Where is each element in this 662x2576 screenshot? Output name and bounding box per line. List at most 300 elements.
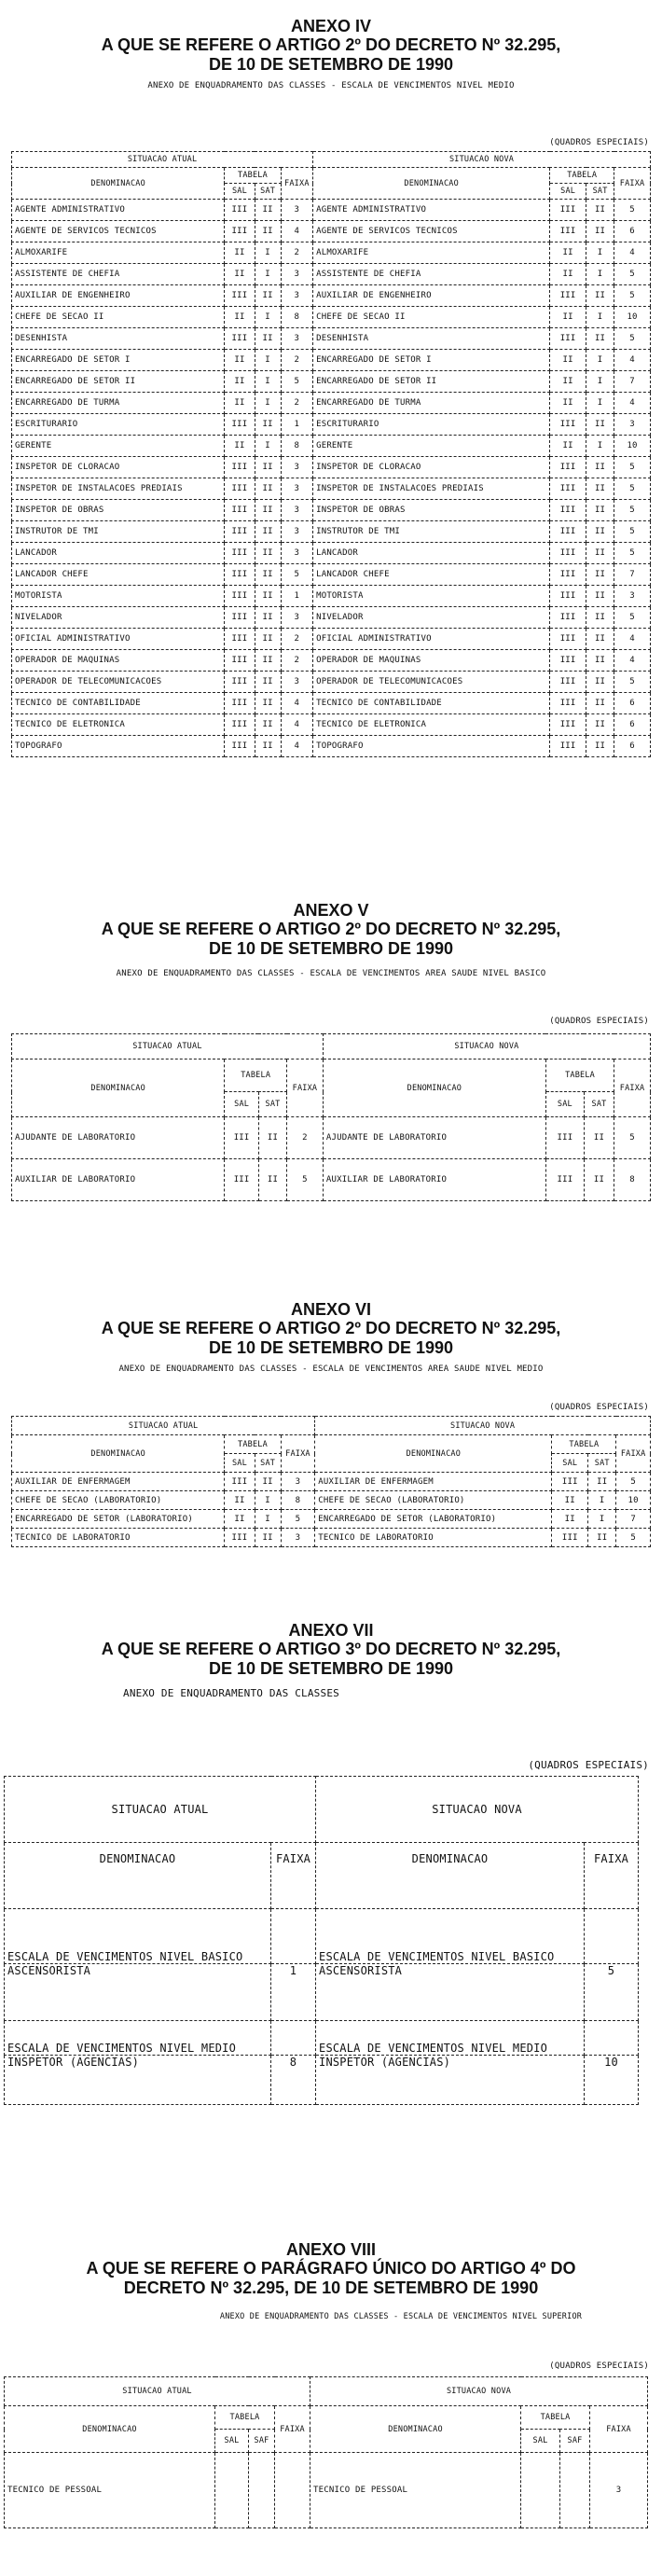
faixa-atual: 8: [281, 1491, 315, 1510]
table-row: [12, 200, 651, 221]
cargo-atual: INSTRUTOR DE TMI: [12, 521, 225, 543]
anexo-vii-subtitle-1: A QUE SE REFERE O ARTIGO 3º DO DECRETO Nº 32.295,: [101, 1640, 561, 1658]
tabela-sal-nova: III: [550, 693, 586, 714]
header-faixa: FAIXA: [271, 1843, 316, 1909]
cargo-novo: TECNICO DE CONTABILIDADE: [313, 693, 550, 714]
cargo-novo: INSPETOR DE OBRAS: [313, 500, 550, 521]
table-row: [12, 1159, 651, 1201]
header-faixa: FAIXA: [614, 168, 651, 200]
tabela-sal-nova: III: [550, 543, 586, 564]
tabela-sal-nova: III: [550, 736, 586, 757]
cargo-atual: ESCRITURARIO: [12, 414, 225, 436]
header-situacao-nova: SITUACAO NOVA: [323, 1034, 650, 1059]
tabela-sat-nova: II: [586, 586, 614, 607]
faixa-atual: 4: [281, 736, 312, 757]
tabela-sal-nova: III: [550, 328, 586, 350]
header-faixa: FAIXA: [275, 2406, 310, 2453]
anexo-viii-subtitle-2: DECRETO Nº 32.295, DE 10 DE SETEMBRO DE 1990: [123, 2278, 539, 2297]
tabela-sat-nova: I: [588, 1491, 616, 1510]
tabela-sal-atual: III: [225, 414, 255, 436]
tabela-sal-nova: II: [552, 1491, 588, 1510]
cargo-novo: CHEFE DE SECAO II: [313, 307, 550, 328]
cargo-novo: INSPETOR DE CLORACAO: [313, 457, 550, 478]
tabela-sat-atual: I: [255, 242, 281, 264]
anexo-vi-tag: (QUADROS ESPECIAIS): [549, 1403, 649, 1412]
tabela-sat-atual: I: [255, 307, 281, 328]
table-row: [12, 371, 651, 393]
tabela-sat-nova: II: [586, 414, 614, 436]
tabela-sal-atual: III: [225, 457, 255, 478]
tabela-sal-nova: III: [550, 586, 586, 607]
cargo-atual: INSPETOR DE CLORACAO: [12, 457, 225, 478]
header-tabela: TABELA: [225, 1059, 287, 1092]
faixa-atual: 4: [281, 221, 312, 242]
tabela-sal-nova: III: [550, 285, 586, 307]
header-sat: SAT: [586, 184, 614, 200]
cargo-atual: ALMOXARIFE: [12, 242, 225, 264]
tabela-sat-nova: II: [586, 736, 614, 757]
tabela-sat-nova: II: [586, 564, 614, 586]
faixa-atual: 1: [271, 1964, 316, 2021]
cargo-novo: ASSISTENTE DE CHEFIA: [313, 264, 550, 285]
tabela-sal-nova: III: [550, 564, 586, 586]
tabela-sal-nova: III: [550, 478, 586, 500]
tabela-sat-nova: I: [586, 371, 614, 393]
faixa-nova: 5: [614, 500, 651, 521]
anexo-v-subtitle-1: A QUE SE REFERE O ARTIGO 2º DO DECRETO Nº 32.295,: [101, 920, 561, 938]
tabela-sal-atual: II: [225, 350, 255, 371]
tabela-sal-atual: II: [225, 1491, 255, 1510]
tabela-sal-nova: III: [550, 650, 586, 672]
tabela-sal-atual: II: [225, 242, 255, 264]
header-sat: SAT: [584, 1092, 614, 1117]
tabela-sat-atual: [249, 2453, 275, 2528]
tabela-sat-atual: II: [255, 543, 281, 564]
cargo-novo: ENCARREGADO DE TURMA: [313, 393, 550, 414]
cargo-atual: MOTORISTA: [12, 586, 225, 607]
anexo-vii-caption: ANEXO DE ENQUADRAMENTO DAS CLASSES: [123, 1687, 339, 1699]
faixa-nova: 7: [614, 564, 651, 586]
faixa-atual: 5: [281, 1510, 315, 1529]
cargo-atual: AUXILIAR DE ENGENHEIRO: [12, 285, 225, 307]
cargo-novo: AUXILIAR DE ENGENHEIRO: [313, 285, 550, 307]
tabela-sat-atual: II: [255, 714, 281, 736]
header-tabela: TABELA: [225, 168, 281, 184]
table-row: [12, 564, 651, 586]
faixa-atual: 1: [281, 414, 312, 436]
cargo-novo: DESENHISTA: [313, 328, 550, 350]
table-row: [5, 2056, 639, 2105]
cargo-novo: ENCARREGADO DE SETOR (LABORATORIO): [315, 1510, 552, 1529]
cargo-novo: TECNICO DE ELETRONICA: [313, 714, 550, 736]
tabela-sat-nova: [560, 2453, 590, 2528]
tabela-sal-nova: III: [545, 1117, 584, 1159]
faixa-nova: 4: [614, 629, 651, 650]
cargo-atual: ENCARREGADO DE SETOR (LABORATORIO): [12, 1510, 225, 1529]
faixa-atual: 3: [281, 457, 312, 478]
table-row: [12, 307, 651, 328]
tabela-sat-atual: II: [255, 629, 281, 650]
header-sal: SAL: [550, 184, 586, 200]
cargo-atual: AUXILIAR DE ENFERMAGEM: [12, 1473, 225, 1491]
header-situacao-nova: SITUACAO NOVA: [313, 152, 651, 168]
faixa-nova: 5: [614, 264, 651, 285]
header-tabela: TABELA: [215, 2406, 275, 2430]
cargo-atual: LANCADOR: [12, 543, 225, 564]
tabela-sal-nova: II: [550, 436, 586, 457]
header-situacao-nova: SITUACAO NOVA: [315, 1417, 651, 1435]
cargo-atual: ENCARREGADO DE TURMA: [12, 393, 225, 414]
tabela-sal-nova: II: [550, 307, 586, 328]
tabela-sal-nova: II: [550, 264, 586, 285]
faixa-atual: 3: [281, 1529, 315, 1547]
header-sal: SAL: [552, 1454, 588, 1473]
tabela-sat-nova: II: [586, 478, 614, 500]
tabela-sal-nova: III: [550, 414, 586, 436]
tabela-sal-atual: III: [225, 586, 255, 607]
table-row: [12, 672, 651, 693]
tabela-sal-nova: II: [550, 371, 586, 393]
tabela-sat-nova: II: [586, 607, 614, 629]
faixa-atual: 5: [281, 564, 312, 586]
header-denominacao: DENOMINACAO: [12, 1059, 225, 1117]
tabela-sal-nova: II: [550, 242, 586, 264]
faixa-atual: 3: [281, 1473, 315, 1491]
tabela-sat-atual: II: [255, 736, 281, 757]
tabela-sat-nova: II: [586, 200, 614, 221]
faixa-nova: 8: [614, 1159, 651, 1201]
tabela-sal-nova: III: [550, 221, 586, 242]
faixa-nova: 6: [614, 736, 651, 757]
cargo-atual: ASCENSORISTA: [5, 1964, 271, 2021]
faixa-nova: 3: [590, 2453, 648, 2528]
tabela-sat-nova: II: [586, 221, 614, 242]
header-tabela: TABELA: [552, 1435, 616, 1454]
tabela-sal-nova: III: [552, 1529, 588, 1547]
anexo-v-tag: (QUADROS ESPECIAIS): [549, 1017, 649, 1026]
tabela-sal-atual: III: [225, 221, 255, 242]
tabela-sat-nova: II: [586, 328, 614, 350]
header-faixa: FAIXA: [616, 1435, 651, 1473]
tabela-sat-nova: II: [586, 650, 614, 672]
cargo-atual: TECNICO DE ELETRONICA: [12, 714, 225, 736]
anexo-v-title: ANEXO V: [293, 901, 369, 920]
header-tabela: TABELA: [521, 2406, 590, 2430]
table-row: [12, 393, 651, 414]
tabela-sal-nova: III: [550, 672, 586, 693]
table-row: [12, 221, 651, 242]
tabela-sat-nova: I: [586, 393, 614, 414]
faixa-atual: 8: [281, 307, 312, 328]
cargo-atual: TOPOGRAFO: [12, 736, 225, 757]
faixa-nova: 5: [614, 672, 651, 693]
cargo-novo: CHEFE DE SECAO (LABORATORIO): [315, 1491, 552, 1510]
anexo-iv-subtitle-1: A QUE SE REFERE O ARTIGO 2º DO DECRETO Nº 32.295,: [101, 35, 561, 54]
tabela-sat-atual: II: [255, 521, 281, 543]
header-sal: SAL: [521, 2430, 560, 2453]
tabela-sal-nova: [521, 2453, 560, 2528]
faixa-empty: [271, 1909, 316, 1964]
faixa-atual: 3: [281, 200, 312, 221]
table-row: [12, 285, 651, 307]
table-row: [12, 1510, 651, 1529]
faixa-nova: 4: [614, 242, 651, 264]
group-label-basico-nova: ESCALA DE VENCIMENTOS NIVEL BASICO: [316, 1909, 585, 1964]
faixa-nova: 5: [614, 543, 651, 564]
cargo-atual: INSPETOR DE OBRAS: [12, 500, 225, 521]
anexo-viii-subtitle-1: A QUE SE REFERE O PARÁGRAFO ÚNICO DO ARTIGO 4º DO: [86, 2259, 576, 2278]
tabela-sat-atual: II: [255, 693, 281, 714]
tabela-sal-atual: III: [225, 736, 255, 757]
header-denominacao: DENOMINACAO: [12, 168, 225, 200]
header-sal: SAL: [225, 1092, 259, 1117]
faixa-nova: 5: [614, 521, 651, 543]
cargo-novo: LANCADOR CHEFE: [313, 564, 550, 586]
cargo-atual: INSPETOR (AGENCIAS): [5, 2056, 271, 2105]
tabela-sat-nova: I: [586, 242, 614, 264]
tabela-sat-nova: II: [586, 500, 614, 521]
tabela-sal-nova: III: [545, 1159, 584, 1201]
anexo-vi-subtitle-2: DE 10 DE SETEMBRO DE 1990: [208, 1338, 454, 1357]
tabela-sat-atual: II: [255, 478, 281, 500]
cargo-atual: LANCADOR CHEFE: [12, 564, 225, 586]
cargo-novo: ENCARREGADO DE SETOR II: [313, 371, 550, 393]
tabela-sal-atual: II: [225, 307, 255, 328]
faixa-nova: 3: [614, 414, 651, 436]
table-row: [12, 1491, 651, 1510]
tabela-sat-atual: II: [255, 607, 281, 629]
header-denominacao: DENOMINACAO: [12, 1435, 225, 1473]
cargo-atual: OPERADOR DE TELECOMUNICACOES: [12, 672, 225, 693]
anexo-v-caption: ANEXO DE ENQUADRAMENTO DAS CLASSES - ESCALA DE VENCIMENTOS AREA SAUDE NIVEL BASICO: [116, 969, 546, 978]
cargo-novo: AGENTE DE SERVICOS TECNICOS: [313, 221, 550, 242]
tabela-sat-nova: II: [586, 457, 614, 478]
header-situacao-atual: SITUACAO ATUAL: [5, 1777, 316, 1843]
header-situacao-atual: SITUACAO ATUAL: [12, 152, 313, 168]
tabela-sat-atual: I: [255, 350, 281, 371]
cargo-novo: OPERADOR DE MAQUINAS: [313, 650, 550, 672]
tabela-sat-atual: II: [255, 328, 281, 350]
tabela-sal-atual: III: [225, 1159, 259, 1201]
faixa-nova: 6: [614, 221, 651, 242]
table-row: [12, 714, 651, 736]
cargo-atual: ASSISTENTE DE CHEFIA: [12, 264, 225, 285]
cargo-novo: AUXILIAR DE ENFERMAGEM: [315, 1473, 552, 1491]
tabela-sat-atual: II: [255, 221, 281, 242]
header-situacao-atual: SITUACAO ATUAL: [12, 1417, 315, 1435]
table-row: [5, 1964, 639, 2021]
faixa-nova: 10: [614, 436, 651, 457]
cargo-atual: INSPETOR DE INSTALACOES PREDIAIS: [12, 478, 225, 500]
tabela-sat-nova: II: [588, 1529, 616, 1547]
header-denominacao: DENOMINACAO: [310, 2406, 521, 2453]
tabela-sal-atual: II: [225, 436, 255, 457]
table-row: [12, 242, 651, 264]
tabela-sat-nova: II: [586, 543, 614, 564]
tabela-sat-atual: II: [255, 672, 281, 693]
faixa-atual: [275, 2453, 310, 2528]
header-sat: SAF: [560, 2430, 590, 2453]
table-row: [5, 2453, 648, 2528]
cargo-atual: TECNICO DE CONTABILIDADE: [12, 693, 225, 714]
faixa-atual: 8: [281, 436, 312, 457]
header-faixa: FAIXA: [614, 1059, 651, 1117]
faixa-nova: 5: [614, 328, 651, 350]
anexo-vi-table: [11, 1416, 651, 1547]
tabela-sal-atual: III: [225, 1529, 255, 1547]
tabela-sat-atual: I: [255, 1510, 281, 1529]
header-sal: SAL: [225, 1454, 255, 1473]
tabela-sal-atual: III: [225, 693, 255, 714]
anexo-vi-title: ANEXO VI: [290, 1300, 372, 1319]
faixa-nova: 5: [614, 607, 651, 629]
faixa-atual: 3: [281, 607, 312, 629]
tabela-sal-nova: III: [550, 457, 586, 478]
anexo-v-table: [11, 1033, 651, 1201]
header-denominacao: DENOMINACAO: [313, 168, 550, 200]
faixa-nova: 10: [585, 2056, 639, 2105]
tabela-sal-nova: III: [552, 1473, 588, 1491]
table-row: [12, 457, 651, 478]
tabela-sat-atual: I: [255, 264, 281, 285]
header-sat: SAT: [588, 1454, 616, 1473]
cargo-novo: INSPETOR DE INSTALACOES PREDIAIS: [313, 478, 550, 500]
anexo-iv-subtitle-2: DE 10 DE SETEMBRO DE 1990: [208, 55, 454, 74]
cargo-novo: ESCRITURARIO: [313, 414, 550, 436]
header-faixa: FAIXA: [281, 168, 312, 200]
header-situacao-atual: SITUACAO ATUAL: [5, 2377, 310, 2406]
faixa-atual: 1: [281, 586, 312, 607]
tabela-sat-atual: I: [255, 436, 281, 457]
cargo-atual: AJUDANTE DE LABORATORIO: [12, 1117, 225, 1159]
table-row: [12, 693, 651, 714]
tabela-sat-atual: II: [255, 650, 281, 672]
faixa-atual: 2: [281, 393, 312, 414]
tabela-sal-nova: III: [550, 200, 586, 221]
tabela-sal-nova: III: [550, 714, 586, 736]
tabela-sal-atual: III: [225, 1117, 259, 1159]
tabela-sal-atual: III: [225, 543, 255, 564]
faixa-empty: [585, 2021, 639, 2056]
tabela-sat-nova: I: [586, 350, 614, 371]
faixa-atual: 3: [281, 478, 312, 500]
tabela-sal-nova: II: [550, 350, 586, 371]
tabela-sal-atual: III: [225, 328, 255, 350]
tabela-sat-nova: I: [586, 264, 614, 285]
cargo-atual: CHEFE DE SECAO (LABORATORIO): [12, 1491, 225, 1510]
table-row: [12, 650, 651, 672]
cargo-novo: MOTORISTA: [313, 586, 550, 607]
faixa-atual: 4: [281, 693, 312, 714]
anexo-vii-subtitle-2: DE 10 DE SETEMBRO DE 1990: [208, 1659, 454, 1678]
tabela-sal-nova: III: [550, 500, 586, 521]
tabela-sat-nova: II: [584, 1117, 614, 1159]
table-row: [12, 607, 651, 629]
table-row: [12, 1117, 651, 1159]
cargo-atual: OPERADOR DE MAQUINAS: [12, 650, 225, 672]
faixa-nova: 5: [616, 1529, 651, 1547]
tabela-sal-atual: III: [225, 521, 255, 543]
table-row: [12, 1473, 651, 1491]
anexo-iv-table: [11, 151, 651, 757]
tabela-sat-atual: II: [255, 414, 281, 436]
faixa-atual: 2: [281, 242, 312, 264]
tabela-sal-atual: III: [225, 500, 255, 521]
cargo-atual: GERENTE: [12, 436, 225, 457]
tabela-sat-nova: I: [586, 436, 614, 457]
table-row: [12, 264, 651, 285]
header-faixa: FAIXA: [281, 1435, 315, 1473]
tabela-sal-atual: [215, 2453, 249, 2528]
cargo-novo: TECNICO DE PESSOAL: [310, 2453, 521, 2528]
anexo-viii-header: [0, 2240, 662, 2322]
table-row: [12, 500, 651, 521]
header-denominacao: DENOMINACAO: [315, 1435, 552, 1473]
header-sat: SAT: [255, 184, 281, 200]
header-faixa: FAIXA: [590, 2406, 648, 2453]
header-sat: SAT: [258, 1092, 286, 1117]
cargo-atual: ENCARREGADO DE SETOR II: [12, 371, 225, 393]
tabela-sat-nova: II: [586, 672, 614, 693]
tabela-sat-nova: I: [588, 1510, 616, 1529]
faixa-empty: [271, 2021, 316, 2056]
group-label-medio-atual: ESCALA DE VENCIMENTOS NIVEL MEDIO: [5, 2021, 271, 2056]
cargo-novo: INSPETOR (AGENCIAS): [316, 2056, 585, 2105]
cargo-novo: GERENTE: [313, 436, 550, 457]
header-faixa: FAIXA: [287, 1059, 324, 1117]
table-row: [12, 543, 651, 564]
table-row: [12, 736, 651, 757]
anexo-viii-tag: (QUADROS ESPECIAIS): [549, 2361, 649, 2371]
tabela-sat-nova: II: [586, 629, 614, 650]
faixa-atual: 5: [281, 371, 312, 393]
header-denominacao: DENOMINACAO: [5, 1843, 271, 1909]
faixa-nova: 6: [614, 693, 651, 714]
tabela-sal-atual: II: [225, 264, 255, 285]
tabela-sal-atual: II: [225, 393, 255, 414]
tabela-sat-atual: II: [255, 564, 281, 586]
table-row: [12, 350, 651, 371]
header-tabela: TABELA: [550, 168, 614, 184]
faixa-nova: 7: [614, 371, 651, 393]
table-row: [12, 521, 651, 543]
cargo-atual: CHEFE DE SECAO II: [12, 307, 225, 328]
anexo-vii-tag: (QUADROS ESPECIAIS): [528, 1759, 649, 1771]
tabela-sal-atual: II: [225, 1510, 255, 1529]
table-row: [12, 629, 651, 650]
header-situacao-atual: SITUACAO ATUAL: [12, 1034, 324, 1059]
tabela-sat-nova: I: [586, 307, 614, 328]
faixa-nova: 5: [614, 457, 651, 478]
tabela-sat-nova: II: [584, 1159, 614, 1201]
cargo-atual: AGENTE DE SERVICOS TECNICOS: [12, 221, 225, 242]
cargo-atual: ENCARREGADO DE SETOR I: [12, 350, 225, 371]
faixa-atual: 2: [281, 350, 312, 371]
tabela-sat-atual: II: [255, 500, 281, 521]
table-row: [12, 586, 651, 607]
tabela-sat-atual: I: [255, 393, 281, 414]
tabela-sat-nova: II: [586, 285, 614, 307]
anexo-v-header: [0, 901, 662, 979]
anexo-v-subtitle-2: DE 10 DE SETEMBRO DE 1990: [208, 939, 454, 958]
anexo-viii-table: [4, 2376, 648, 2528]
cargo-atual: NIVELADOR: [12, 607, 225, 629]
tabela-sat-atual: II: [258, 1117, 286, 1159]
faixa-atual: 3: [281, 672, 312, 693]
faixa-nova: 5: [614, 478, 651, 500]
cargo-novo: INSTRUTOR DE TMI: [313, 521, 550, 543]
table-row: [12, 1529, 651, 1547]
